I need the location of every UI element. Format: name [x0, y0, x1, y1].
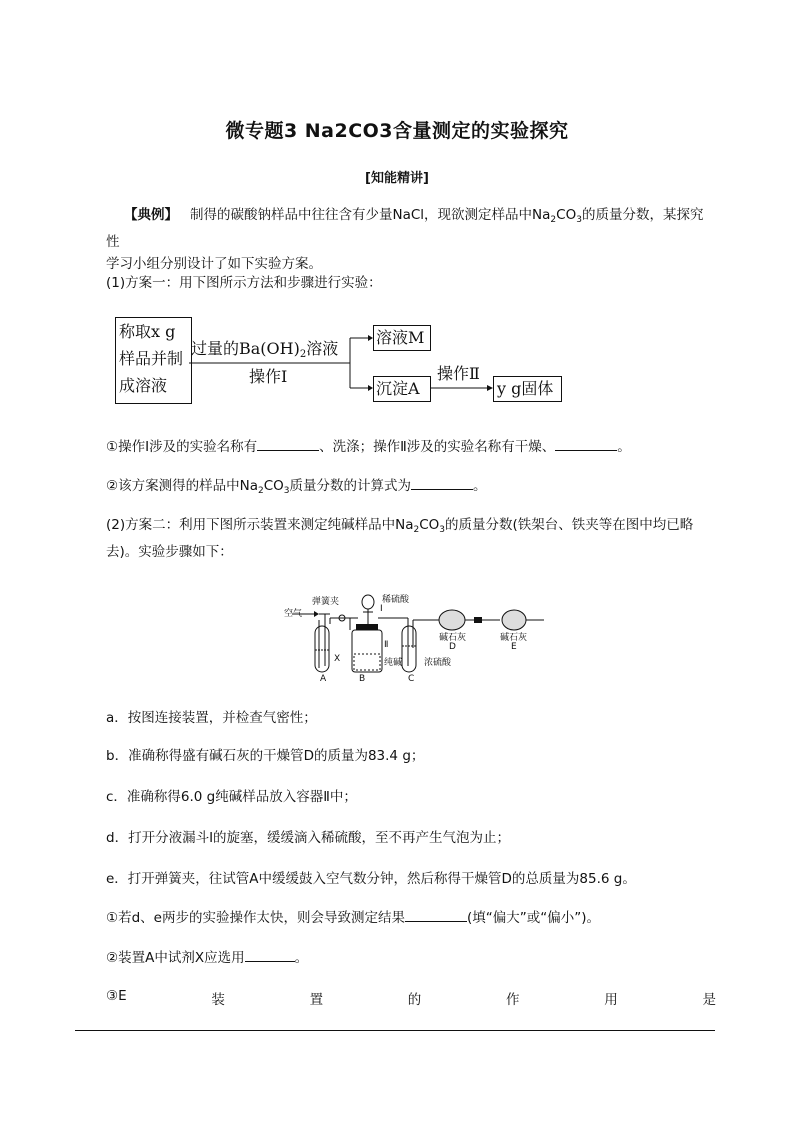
precipitate-a-box: 沉淀A [373, 376, 431, 402]
step-e: e．打开弹簧夹，往试管A中缓缓鼓入空气数分钟，然后称得干燥管D的总质量为85.6 g。 [106, 871, 636, 887]
answer-blank[interactable] [245, 949, 295, 962]
label-d: D [449, 642, 456, 652]
answer-blank[interactable] [405, 909, 467, 922]
sample-box: 称取x g 样品并制 成溶液 [115, 317, 192, 404]
step-a: a．按图连接装置，并检查气密性； [106, 710, 317, 726]
op2-label: 操作Ⅱ [437, 364, 480, 383]
label-clip: 弹簧夹 [312, 597, 340, 607]
answer-line[interactable] [75, 1030, 715, 1031]
q2-label: (2)方案二：利用下图所示装置来测定纯碱样品中$Na_2CO_3$的质量分数(铁架台、铁夹等在图中均已略 去)。实验步骤如下： [106, 517, 694, 560]
op1-label: 操作Ⅰ [249, 367, 288, 386]
section-heading: [知能精讲] [365, 171, 429, 186]
label-air: 空气 [284, 609, 303, 619]
q2-item2: ②装置A中试剂X应选用 。 [106, 950, 309, 966]
label-vessel: Ⅱ [384, 640, 389, 650]
flowchart [115, 317, 595, 407]
label-acid: 稀硫酸 [382, 595, 410, 605]
label-soda: 纯碱 [384, 658, 403, 668]
label-e: E [511, 642, 517, 652]
label-funnel: Ⅰ [380, 604, 383, 614]
q1-item2: ②该方案测得的样品中$Na_2CO_3$质量分数的计算式为 。 [106, 478, 487, 496]
answer-blank[interactable] [555, 438, 617, 451]
label-x: X [334, 654, 341, 664]
label-b: B [359, 674, 366, 684]
q1-item1: ①操作Ⅰ涉及的实验名称有 、洗涤；操作Ⅱ涉及的实验名称有干燥、 。 [106, 439, 631, 455]
q2-item3: ③E 装 置 的 作 用 是 [106, 988, 716, 1008]
q2-item1: ①若d、e两步的实验操作太快，则会导致测定结果 (填“偏大”或“偏小”)。 [106, 910, 600, 926]
label-conc-acid: 浓硫酸 [424, 658, 452, 668]
answer-blank[interactable] [257, 438, 319, 451]
label-c: C [408, 674, 415, 684]
reagent-label: 过量的Ba(OH)2溶液 [191, 339, 339, 360]
solid-box: y g固体 [493, 376, 562, 402]
label-lime-e: 碱石灰 [500, 633, 528, 643]
page-title: 微专题3 Na2CO3含量测定的实验探究 [225, 120, 569, 142]
solution-m-box: 溶液M [373, 325, 431, 351]
step-d: d．打开分液漏斗Ⅰ的旋塞，缓缓滴入稀硫酸，至不再产生气泡为止； [106, 830, 511, 846]
step-c: c．准确称得6.0 g纯碱样品放入容器Ⅱ中； [106, 789, 357, 805]
q1-label: (1)方案一：用下图所示方法和步骤进行实验： [106, 275, 382, 291]
intro-paragraph: 【典例】 制得的碳酸钠样品中往往含有少量NaCl，现欲测定样品中$Na_2CO_3$的质量分数，某探究性 学习小组分别设计了如下实验方案。 [106, 207, 704, 272]
step-b: b．准确称得盛有碱石灰的干燥管D的质量为83.4 g； [106, 748, 425, 764]
answer-blank[interactable] [411, 477, 473, 490]
label-lime-d: 碱石灰 [439, 633, 467, 643]
intro-tag: 【典例】 [124, 207, 178, 223]
label-a: A [320, 674, 327, 684]
